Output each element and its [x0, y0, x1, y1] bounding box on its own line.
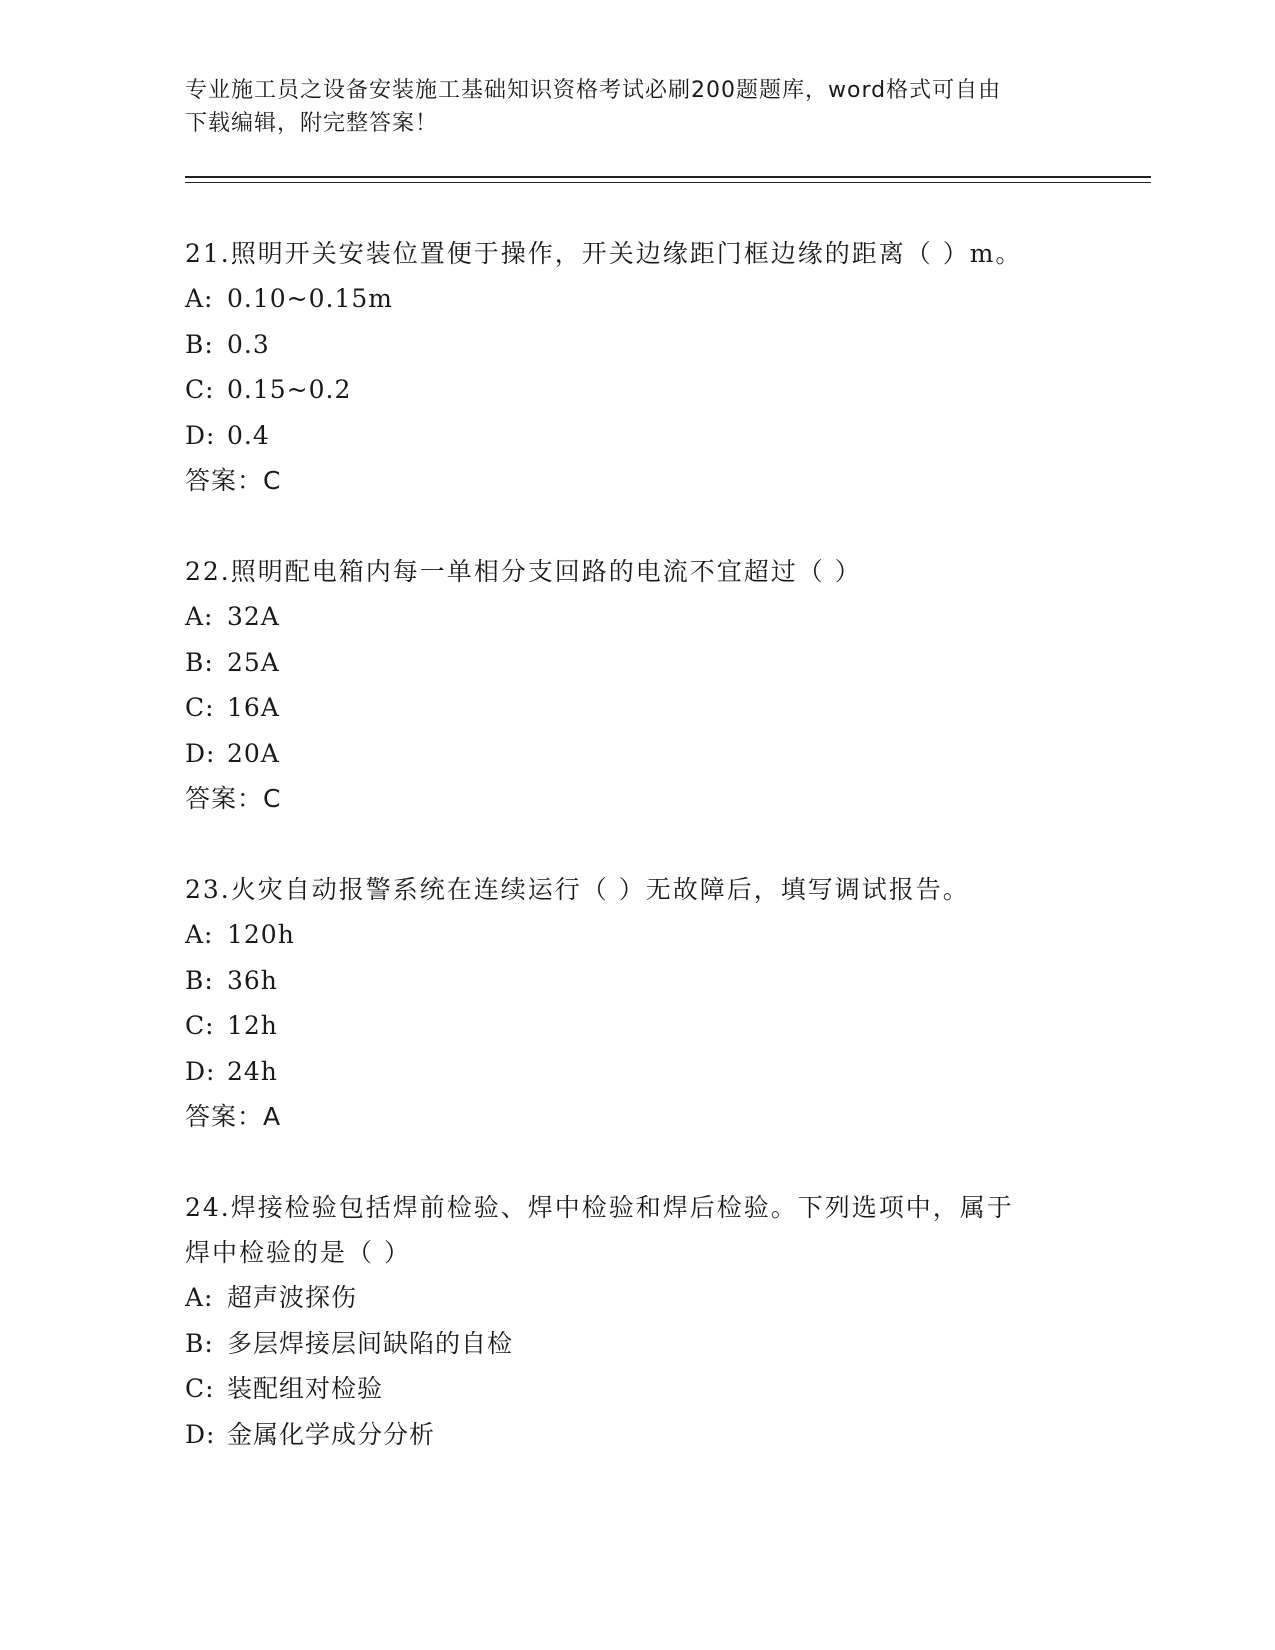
answer-line [185, 458, 1085, 503]
option-d [185, 731, 1085, 777]
option-d [185, 413, 1085, 459]
option-letter: C: [185, 693, 215, 722]
option-text: 120h [227, 920, 295, 949]
option-letter: D: [185, 1419, 216, 1449]
answer-value: C [263, 466, 282, 495]
option-text: 32A [227, 602, 280, 631]
header-line-1: 专业施工员之设备安装施工基础知识资格考试必刷200题题库，word格式可自由 [185, 78, 1002, 103]
header-line-2: 下载编辑，附完整答案！ [185, 111, 439, 136]
option-d [185, 1049, 1085, 1095]
question-21 [185, 231, 1085, 503]
answer-label: 答案： [185, 466, 264, 495]
answer-value: C [263, 784, 282, 813]
option-text: 16A [227, 693, 280, 722]
option-letter: C: [185, 1011, 215, 1040]
option-letter: B: [185, 965, 214, 995]
option-text: 0.3 [227, 329, 270, 359]
option-text: 0.10~0.15m [227, 284, 393, 313]
question-22 [185, 549, 1085, 821]
option-letter: D: [185, 1056, 216, 1086]
question-stem [185, 1185, 1085, 1275]
option-text: 金属化学成分分析 [227, 1419, 436, 1449]
header-divider-top [185, 176, 1151, 178]
option-c [185, 1366, 1085, 1412]
question-23 [185, 867, 1085, 1139]
option-c [185, 685, 1085, 731]
document-header [185, 74, 1085, 140]
option-text: 24h [227, 1056, 278, 1086]
answer-value: A [263, 1102, 282, 1131]
option-a [185, 594, 1085, 640]
option-text: 0.4 [227, 420, 270, 450]
question-24 [185, 1185, 1085, 1457]
option-letter: A: [185, 284, 214, 313]
option-text: 装配组对检验 [227, 1374, 384, 1403]
question-stem-line-1: 24.焊接检验包括焊前检验、焊中检验和焊后检验。下列选项中，属于 [185, 1193, 1014, 1222]
option-c [185, 367, 1085, 413]
option-letter: D: [185, 738, 216, 768]
option-letter: A: [185, 1283, 214, 1312]
option-letter: B: [185, 329, 214, 359]
question-stem: 23.火灾自动报警系统在连续运行（ ）无故障后，填写调试报告。 [185, 875, 970, 904]
option-b [185, 1321, 1085, 1367]
answer-line [185, 1094, 1085, 1139]
option-letter: B: [185, 1328, 214, 1358]
option-text: 20A [227, 738, 280, 768]
option-b [185, 958, 1085, 1004]
option-text: 12h [227, 1011, 278, 1040]
header-divider-bottom [185, 182, 1151, 183]
answer-line [185, 776, 1085, 821]
option-text: 多层焊接层间缺陷的自检 [227, 1328, 514, 1358]
question-stem: 21.照明开关安装位置便于操作，开关边缘距门框边缘的距离（ ）m。 [185, 239, 1023, 268]
option-text: 36h [227, 965, 278, 995]
option-c [185, 1003, 1085, 1049]
option-text: 超声波探伤 [227, 1283, 358, 1312]
option-b [185, 322, 1085, 368]
option-letter: D: [185, 420, 216, 450]
question-stem-line-2: 焊中检验的是（ ） [185, 1238, 411, 1267]
question-stem: 22.照明配电箱内每一单相分支回路的电流不宜超过（ ） [185, 557, 862, 586]
answer-label: 答案： [185, 784, 264, 813]
option-letter: A: [185, 602, 214, 631]
option-a [185, 276, 1085, 322]
option-text: 25A [227, 647, 280, 677]
option-text: 0.15~0.2 [227, 375, 352, 404]
option-letter: B: [185, 647, 214, 677]
option-a [185, 1275, 1085, 1321]
option-d [185, 1412, 1085, 1458]
option-a [185, 912, 1085, 958]
option-letter: C: [185, 1374, 215, 1403]
option-b [185, 640, 1085, 686]
option-letter: A: [185, 920, 214, 949]
answer-label: 答案： [185, 1102, 264, 1131]
option-letter: C: [185, 375, 215, 404]
